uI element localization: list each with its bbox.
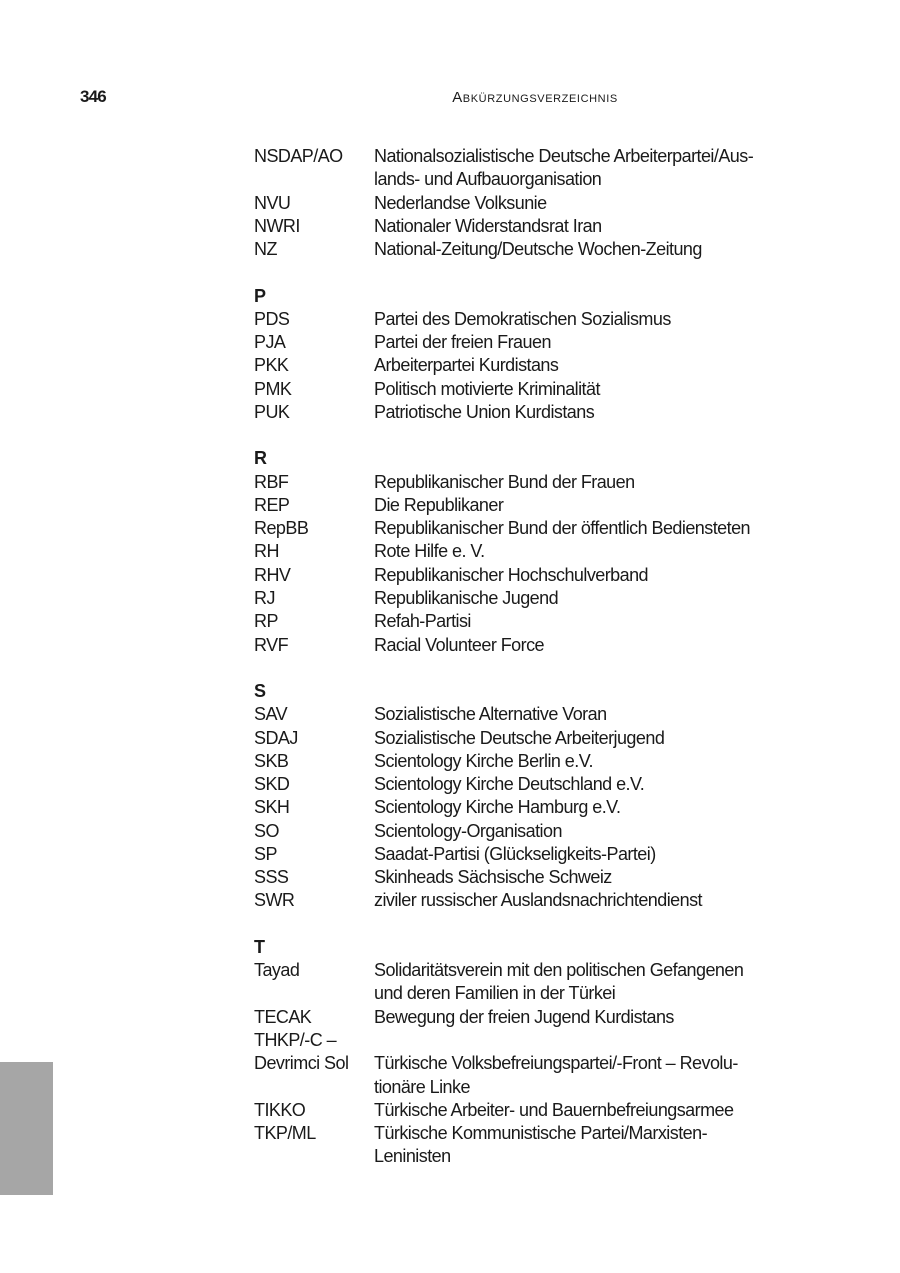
definition xyxy=(374,215,602,238)
definition-line: Rote Hilfe e. V. xyxy=(374,541,485,562)
list-item xyxy=(254,401,854,424)
definition-line: Refah-Partisi xyxy=(374,611,471,632)
definition xyxy=(374,145,753,192)
definition-line: Skinheads Sächsische Schweiz xyxy=(374,867,612,888)
section xyxy=(254,285,854,425)
abbreviation: SKD xyxy=(254,774,290,795)
abbreviation: RH xyxy=(254,541,279,562)
abbreviation: SKB xyxy=(254,750,289,771)
definition-line: National-Zeitung/Deutsche Wochen-Zeitung xyxy=(374,239,702,260)
definition xyxy=(374,471,635,494)
list-item xyxy=(254,238,854,261)
abbreviation: SDAJ xyxy=(254,727,298,748)
list-item xyxy=(254,1052,854,1099)
abbreviation: NVU xyxy=(254,192,291,213)
definition xyxy=(374,564,648,587)
definition xyxy=(374,1122,707,1169)
definition-line: lands- und Aufbauorganisation xyxy=(374,169,602,190)
definition-line: Arbeiterpartei Kurdistans xyxy=(374,355,559,376)
list-item xyxy=(254,1122,854,1169)
definition xyxy=(374,378,600,401)
abbreviation: Tayad xyxy=(254,960,300,981)
definition xyxy=(374,634,544,657)
list-item xyxy=(254,610,854,633)
abbreviation: TKP/ML xyxy=(254,1123,316,1144)
list-item xyxy=(254,866,854,889)
definition-line: tionäre Linke xyxy=(374,1076,470,1097)
list-item xyxy=(254,145,854,192)
abbreviation: SP xyxy=(254,843,277,864)
abbreviation: TECAK xyxy=(254,1006,312,1027)
abbreviation: RBF xyxy=(254,471,289,492)
abbreviation: SAV xyxy=(254,704,288,725)
list-item xyxy=(254,959,854,1006)
abbreviation: NZ xyxy=(254,239,277,260)
list-item xyxy=(254,494,854,517)
definition xyxy=(374,540,485,563)
definition xyxy=(374,331,551,354)
list-item xyxy=(254,378,854,401)
section xyxy=(254,145,854,261)
list-item xyxy=(254,820,854,843)
list-item xyxy=(254,471,854,494)
abbreviation: RHV xyxy=(254,564,291,585)
list-item xyxy=(254,750,854,773)
list-item xyxy=(254,564,854,587)
section-heading: P xyxy=(254,285,266,306)
section-heading: R xyxy=(254,448,267,469)
definition xyxy=(374,959,743,1006)
abbreviation: SWR xyxy=(254,890,295,911)
definition-line: Scientology Kirche Berlin e.V. xyxy=(374,750,593,771)
definition xyxy=(374,843,656,866)
list-item xyxy=(254,773,854,796)
definition-line: ziviler russischer Auslandsnachrichtendienst xyxy=(374,890,702,911)
abbreviation: RJ xyxy=(254,587,275,608)
definition xyxy=(374,192,547,215)
section-heading: T xyxy=(254,936,265,957)
definition-line: Scientology-Organisation xyxy=(374,820,562,841)
definition xyxy=(374,354,558,377)
definition xyxy=(374,773,644,796)
definition xyxy=(374,1006,674,1029)
definition-line: Republikanischer Bund der öffentlich Bediensteten xyxy=(374,518,750,539)
definition-line: Nederlandse Volksunie xyxy=(374,192,547,213)
list-item xyxy=(254,1029,854,1052)
definition-line: Sozialistische Deutsche Arbeiterjugend xyxy=(374,727,665,748)
definition-line: Solidaritätsverein mit den politischen Gefangenen xyxy=(374,960,744,981)
definition xyxy=(374,238,702,261)
list-item xyxy=(254,192,854,215)
definition xyxy=(374,796,620,819)
section xyxy=(254,680,854,913)
section xyxy=(254,936,854,1169)
definition xyxy=(374,1052,738,1099)
abbreviation: PUK xyxy=(254,401,290,422)
abbreviation: REP xyxy=(254,494,290,515)
definition xyxy=(374,866,612,889)
definition-line: Partei des Demokratischen Sozialismus xyxy=(374,308,671,329)
abbreviation: NSDAP/AO xyxy=(254,146,343,166)
section xyxy=(254,447,854,656)
list-item xyxy=(254,354,854,377)
definition-line: Saadat-Partisi (Glückseligkeits-Partei) xyxy=(374,843,656,864)
definition xyxy=(374,703,607,726)
list-item xyxy=(254,517,854,540)
definition-line: Bewegung der freien Jugend Kurdistans xyxy=(374,1006,674,1027)
definition xyxy=(374,1029,378,1052)
abbreviation: SKH xyxy=(254,797,290,818)
definition xyxy=(374,820,562,843)
abbreviation: SO xyxy=(254,820,279,841)
abbreviation: PJA xyxy=(254,332,286,353)
definition xyxy=(374,494,503,517)
list-item xyxy=(254,1099,854,1122)
definition-line: Nationaler Widerstandsrat Iran xyxy=(374,215,602,236)
definition-line: Racial Volunteer Force xyxy=(374,634,544,655)
list-item xyxy=(254,587,854,610)
running-title: Abkürzungsverzeichnis xyxy=(452,89,618,106)
abbreviation: RepBB xyxy=(254,518,309,539)
list-item xyxy=(254,889,854,912)
definition-line xyxy=(374,1029,378,1052)
definition-line: Türkische Kommunistische Partei/Marxisten- xyxy=(374,1123,708,1144)
definition xyxy=(374,517,750,540)
definition-line: Republikanischer Bund der Frauen xyxy=(374,471,635,492)
definition-line: Politisch motivierte Kriminalität xyxy=(374,378,600,399)
definition xyxy=(374,587,558,610)
abbreviation: PKK xyxy=(254,355,289,376)
list-item xyxy=(254,843,854,866)
list-item xyxy=(254,331,854,354)
abbreviation: RP xyxy=(254,611,278,632)
abbreviation-list xyxy=(254,145,854,1192)
definition-line: Sozialistische Alternative Voran xyxy=(374,704,607,725)
definition-line: Türkische Arbeiter- und Bauernbefreiungsarmee xyxy=(374,1099,734,1120)
abbreviation: TIKKO xyxy=(254,1099,306,1120)
abbreviation: SSS xyxy=(254,867,289,888)
section-heading: S xyxy=(254,681,266,702)
definition xyxy=(374,889,702,912)
definition xyxy=(374,727,664,750)
abbreviation: THKP/-C – xyxy=(254,1029,337,1050)
definition-line: Türkische Volksbefreiungspartei/-Front – Revolu- xyxy=(374,1053,738,1074)
list-item xyxy=(254,1006,854,1029)
definition xyxy=(374,610,471,633)
list-item xyxy=(254,727,854,750)
abbreviation: RVF xyxy=(254,634,289,655)
definition-line: Scientology Kirche Deutschland e.V. xyxy=(374,774,645,795)
thumb-index-tab xyxy=(0,1062,53,1195)
abbreviation: PMK xyxy=(254,378,292,399)
definition-line: Republikanischer Hochschulverband xyxy=(374,564,649,585)
abbreviation: NWRI xyxy=(254,215,300,236)
definition-line: und deren Familien in der Türkei xyxy=(374,983,616,1004)
definition-line: Leninisten xyxy=(374,1146,451,1167)
definition-line: Partei der freien Frauen xyxy=(374,332,551,353)
definition-line: Die Republikaner xyxy=(374,494,504,515)
list-item xyxy=(254,703,854,726)
definition xyxy=(374,308,671,331)
abbreviation: Devrimci Sol xyxy=(254,1053,349,1074)
definition-line: Patriotische Union Kurdistans xyxy=(374,401,595,422)
page-number: 346 xyxy=(80,87,106,106)
list-item xyxy=(254,540,854,563)
list-item xyxy=(254,634,854,657)
definition xyxy=(374,401,594,424)
abbreviation: PDS xyxy=(254,308,290,329)
definition xyxy=(374,750,593,773)
definition-line: Nationalsozialistische Deutsche Arbeiterpartei/Aus- xyxy=(374,146,754,166)
list-item xyxy=(254,308,854,331)
definition xyxy=(374,1099,733,1122)
definition-line: Scientology Kirche Hamburg e.V. xyxy=(374,797,621,818)
list-item xyxy=(254,215,854,238)
definition-line: Republikanische Jugend xyxy=(374,587,559,608)
list-item xyxy=(254,796,854,819)
